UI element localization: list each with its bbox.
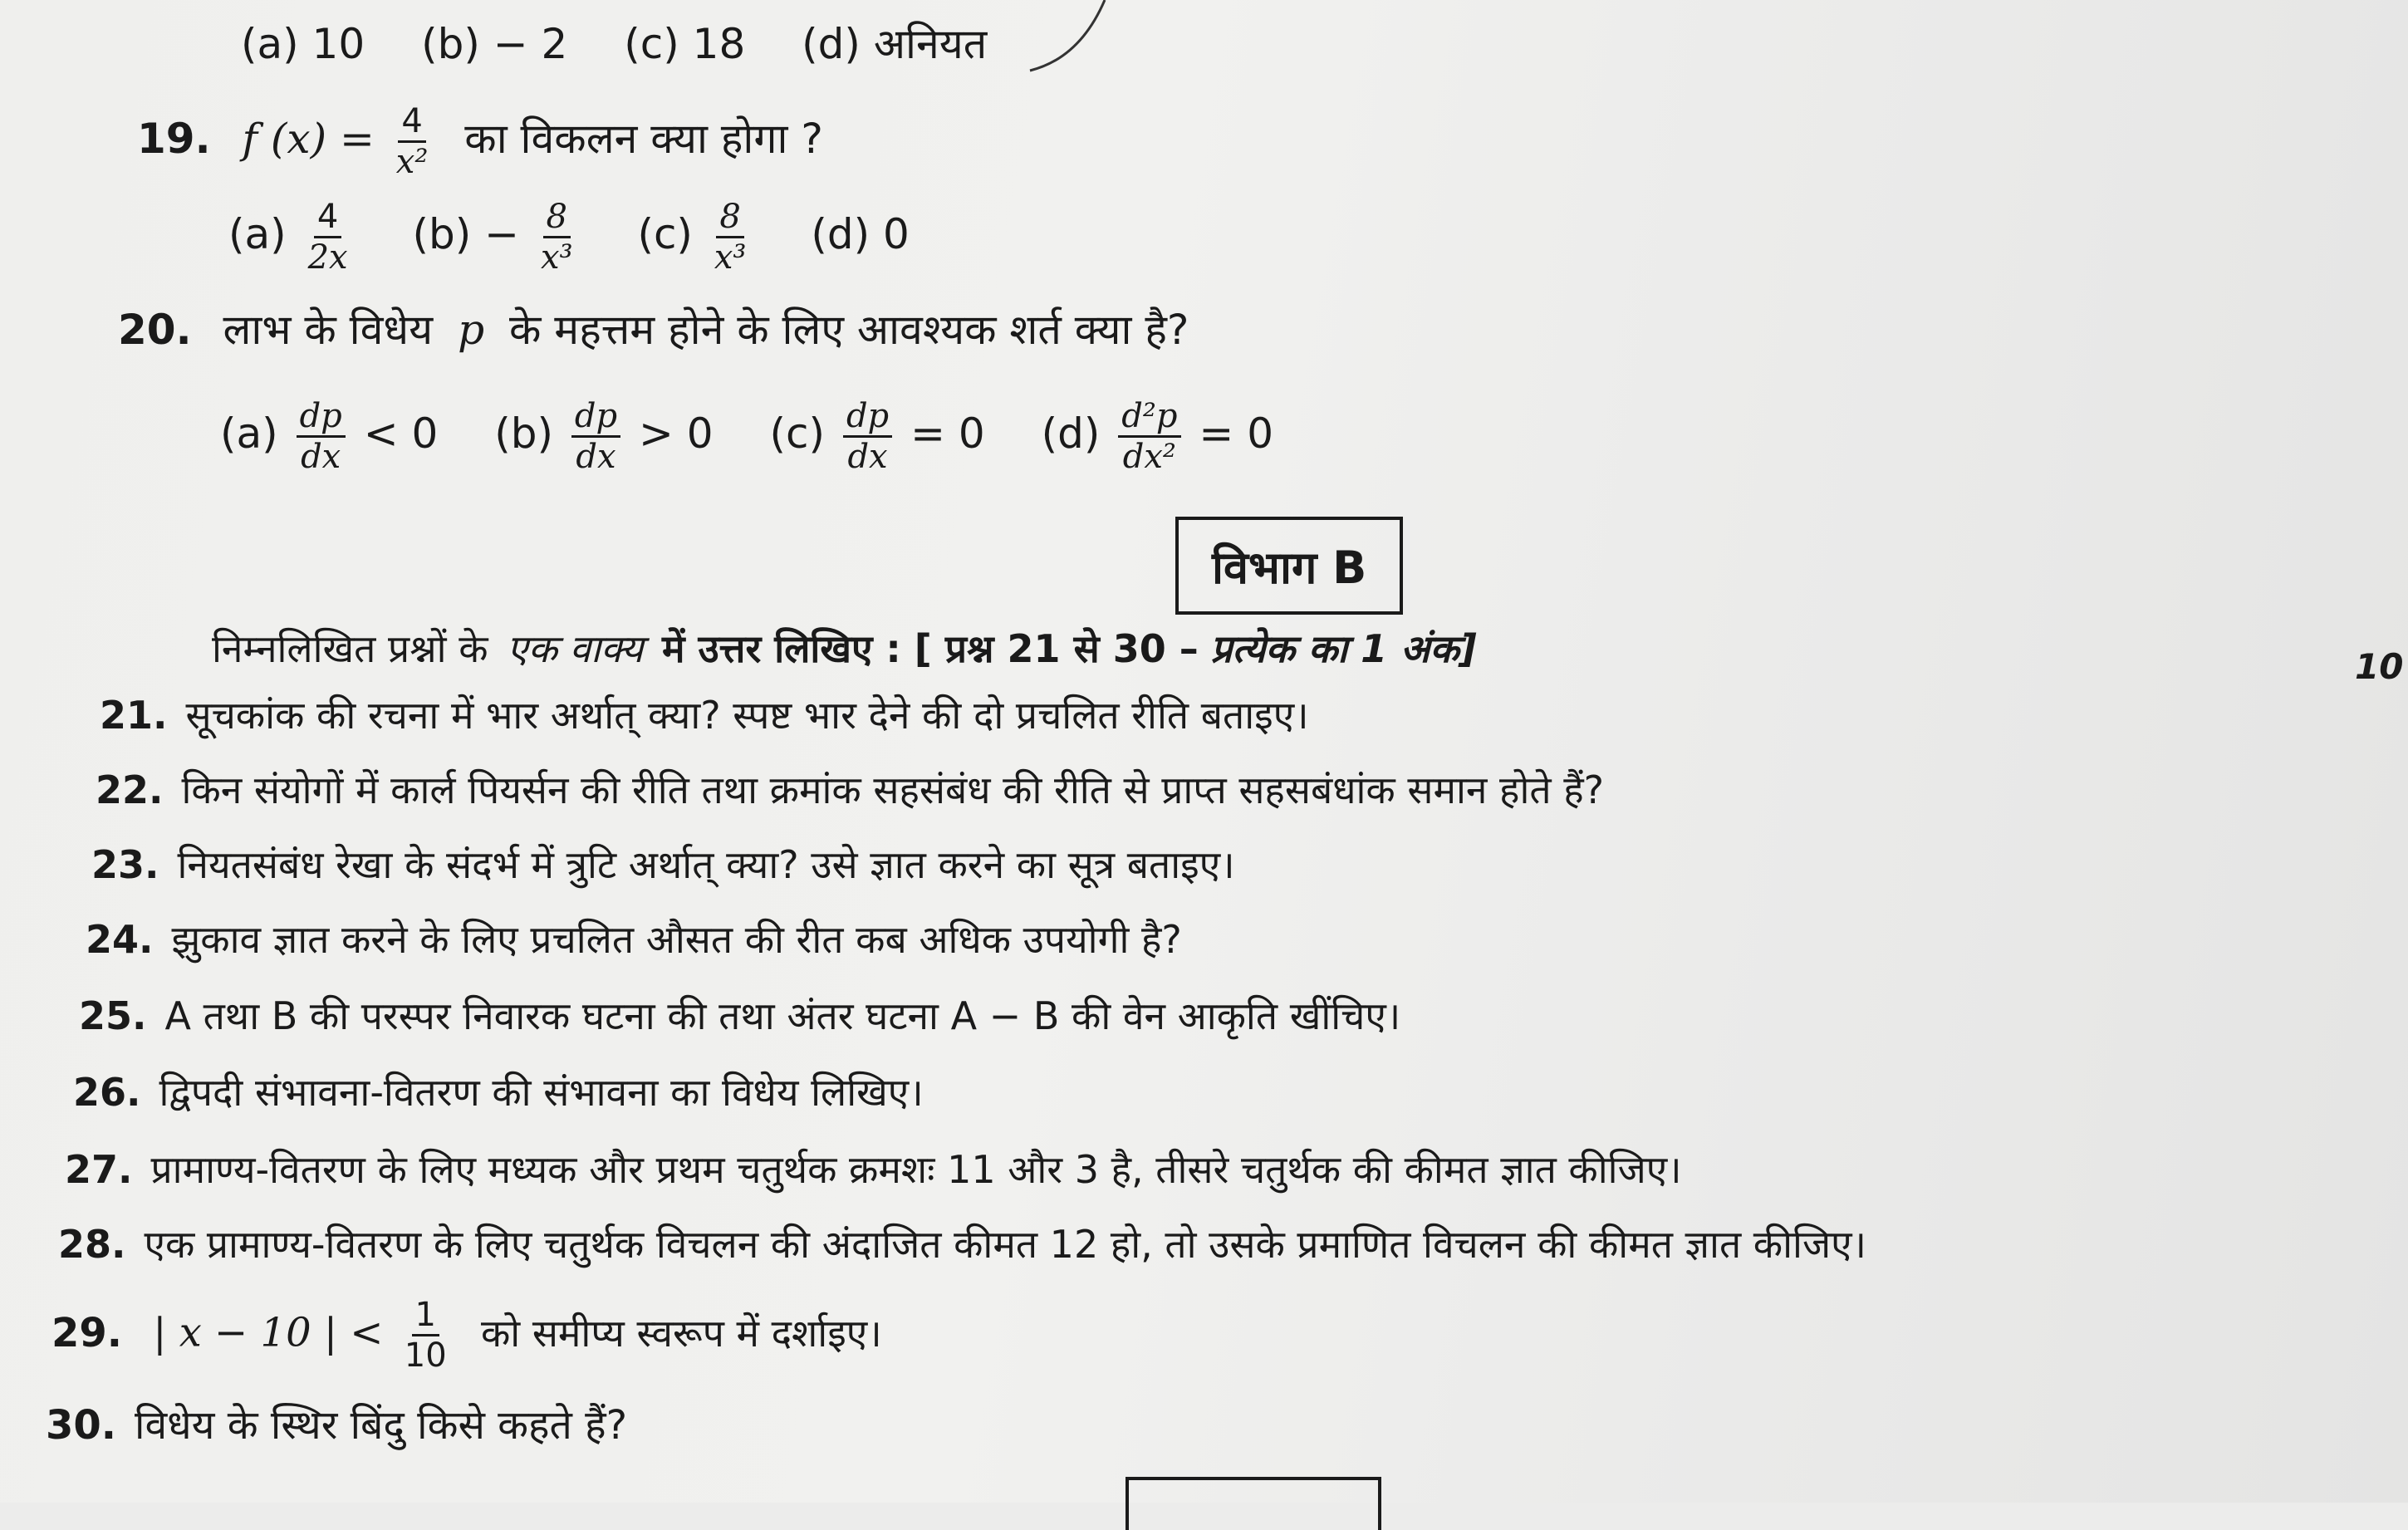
question-text: को समीप्य स्वरूप में दर्शाइए। — [480, 1310, 882, 1356]
q19-option-b-fraction — [537, 199, 576, 275]
q20-text-a: लाभ के विधेय — [223, 306, 434, 354]
q19-option-b-label: (b) − — [412, 210, 520, 258]
q20-option-b-den: dx — [576, 438, 616, 476]
q29-expr: | x − 10 | < — [153, 1309, 384, 1356]
q19-text: का विकलन क्या होगा ? — [464, 115, 823, 163]
q19-option-b-den: x³ — [540, 238, 573, 277]
question-27 — [65, 1147, 1682, 1192]
question-text: द्विपदी संभावना-वितरण की संभावना का विधेय लिखिए। — [159, 1070, 924, 1115]
question-30 — [46, 1402, 628, 1449]
instruction-part-d: प्रत्येक का 1 अंक] — [1210, 626, 1477, 671]
q18-options — [241, 20, 1030, 68]
q19-number: 19. — [137, 115, 211, 163]
question-text: विधेय के स्थिर बिंदु किसे कहते हैं? — [135, 1402, 628, 1449]
q20-option-a-den: dx — [301, 438, 341, 476]
question-number: 29. — [51, 1309, 123, 1356]
question-text: झुकाव ज्ञात करने के लिए प्रचलित औसत की रीत कब अधिक उपयोगी है? — [171, 917, 1182, 962]
q18-option-c: (c) 18 — [624, 20, 746, 68]
section-instruction — [212, 626, 1477, 671]
q19-option-c — [637, 199, 754, 275]
question-text: सूचकांक की रचना में भार अर्थात् क्या? स्पष्ट भार देने की दो प्रचलित रीति बताइए। — [185, 693, 1309, 738]
q18-option-d: (d) अनियत — [802, 20, 988, 68]
q19-option-c-num: 8 — [716, 199, 743, 238]
question-text: एक प्रामाण्य-वितरण के लिए चतुर्थक विचलन की अंदाजित कीमत 12 हो, तो उसके प्रमाणित विचलन की कीमत ज्ञात कीजिए। — [144, 1222, 1866, 1267]
q19-options — [228, 199, 953, 275]
question-26 — [73, 1070, 924, 1115]
q20-option-d-fraction — [1118, 399, 1180, 474]
q20-option-a-num: dp — [297, 399, 346, 438]
q20-option-a — [220, 399, 438, 474]
question-number: 22. — [96, 767, 164, 812]
q20-number: 20. — [118, 306, 192, 354]
q19-option-a — [228, 199, 356, 275]
question-number: 25. — [79, 993, 147, 1038]
q20-option-d — [1042, 399, 1273, 474]
q29-fraction-num: 1 — [412, 1297, 439, 1336]
next-section-box — [1126, 1477, 1381, 1530]
instruction-part-c: में उत्तर लिखिए : [ प्रश्न 21 से 30 – — [661, 626, 1199, 671]
q20-option-b-rel: > 0 — [639, 409, 714, 458]
q20-option-c-label: (c) — [769, 409, 826, 458]
q19-fraction — [393, 104, 432, 179]
question-number: 23. — [91, 842, 159, 887]
q20-options — [220, 399, 1317, 474]
q20-option-a-rel: < 0 — [363, 409, 439, 458]
q29-fraction-den: 10 — [404, 1336, 447, 1375]
section-marks: 10 — [2355, 646, 2404, 687]
q19-option-c-fraction — [711, 199, 750, 275]
q20-line — [118, 306, 1189, 354]
q19-fraction-den: x² — [395, 143, 429, 181]
q20-var: p — [458, 306, 485, 354]
section-title: विभाग B — [1175, 517, 1403, 615]
q20-option-d-label: (d) — [1041, 409, 1101, 458]
instruction-part-a: निम्नलिखित प्रश्नों के — [212, 626, 488, 671]
q20-option-b — [494, 399, 713, 474]
question-text: प्रामाण्य-वितरण के लिए मध्यक और प्रथम चतुर्थक क्रमशः 11 और 3 है, तीसरे चतुर्थक की कीमत ज्ञात कीजिए। — [150, 1147, 1682, 1192]
q19-option-a-fraction — [305, 199, 351, 275]
q20-option-a-fraction — [297, 399, 346, 474]
question-number: 24. — [86, 917, 154, 962]
question-24 — [86, 917, 1182, 962]
q18-option-b: (b) − 2 — [421, 20, 568, 68]
q20-option-c-den: dx — [847, 438, 888, 476]
instruction-part-b: एक वाक्य — [507, 626, 644, 671]
q20-option-c-fraction — [843, 399, 892, 474]
q20-option-c-rel: = 0 — [910, 409, 985, 458]
question-text: नियतसंबंध रेखा के संदर्भ में त्रुटि अर्थात् क्या? उसे ज्ञात करने का सूत्र बताइए। — [177, 842, 1235, 887]
question-25 — [79, 993, 1401, 1038]
q19-lhs: f (x) = — [242, 115, 375, 163]
question-number: 28. — [58, 1222, 126, 1267]
q20-text-b: के महत्तम होने के लिए आवश्यक शर्त क्या है? — [509, 306, 1189, 354]
q19-option-c-den: x³ — [714, 238, 747, 277]
q19-option-b-num: 8 — [543, 199, 571, 238]
question-text: A तथा B की परस्पर निवारक घटना की तथा अंतर घटना A − B की वेन आकृति खींचिए। — [164, 993, 1401, 1038]
question-22 — [96, 767, 1605, 812]
q19-option-d: (d) 0 — [811, 210, 910, 258]
q19-option-c-label: (c) — [637, 210, 693, 258]
q19-option-a-num: 4 — [314, 199, 341, 238]
q19-option-a-den: 2x — [307, 238, 348, 277]
q20-option-b-num: dp — [571, 399, 620, 438]
question-29 — [51, 1297, 882, 1373]
q20-option-b-label: (b) — [494, 409, 553, 458]
q18-option-a: (a) 10 — [241, 20, 365, 68]
q19-line — [137, 104, 823, 179]
pen-stroke-mark — [1022, 0, 1113, 83]
q20-option-d-num: d²p — [1118, 399, 1180, 438]
q20-option-d-rel: = 0 — [1199, 409, 1274, 458]
question-number: 30. — [46, 1402, 117, 1449]
question-28 — [58, 1222, 1866, 1267]
question-23 — [91, 842, 1235, 887]
q29-fraction — [401, 1297, 450, 1373]
question-number: 21. — [100, 693, 168, 738]
question-text: किन संयोगों में कार्ल पियर्सन की रीति तथा क्रमांक सहसंबंध की रीति से प्राप्त सहसबंधांक समान होते हैं? — [181, 767, 1605, 812]
q19-fraction-num: 4 — [398, 104, 425, 143]
q20-option-c-num: dp — [843, 399, 892, 438]
question-21 — [100, 693, 1309, 738]
question-number: 26. — [73, 1070, 141, 1115]
q20-option-d-den: dx² — [1122, 438, 1176, 476]
q20-option-c — [770, 399, 985, 474]
q20-option-a-label: (a) — [220, 409, 278, 458]
q19-option-b — [412, 199, 581, 275]
q19-option-a-label: (a) — [228, 210, 287, 258]
q20-option-b-fraction — [571, 399, 620, 474]
question-number: 27. — [65, 1147, 133, 1192]
